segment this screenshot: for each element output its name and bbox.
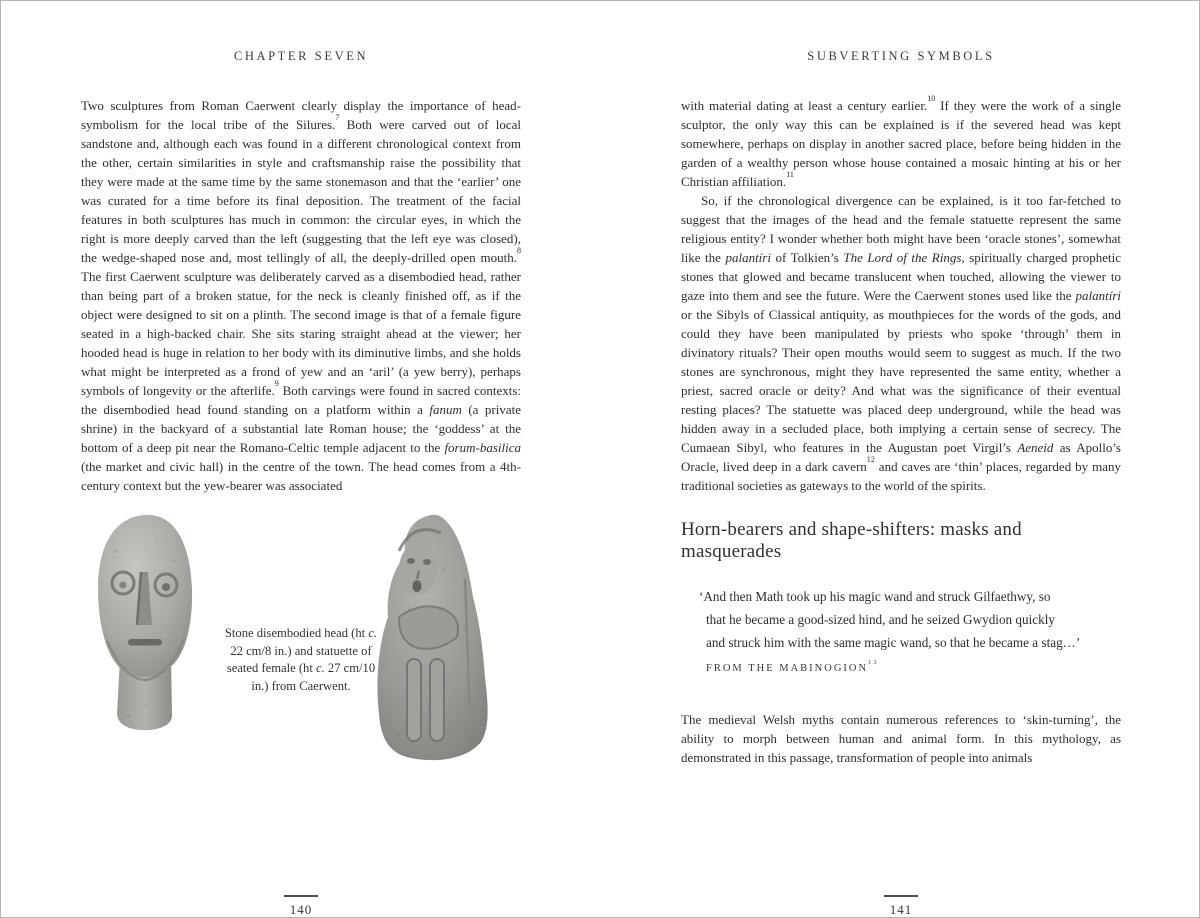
quote-line-2: that he became a good-sized hind, and he seized Gwydion quickly	[706, 612, 1055, 627]
left-body-paragraph: Two sculptures from Roman Caerwent clearly display the importance of head-symbolism for the local tribe of the Silures.$^7$ Both were carved out of local sandstone and, although each was found in a different chronological context from the other, certain similarities in style and craftsmanship raise the possibility that they were made at the same time by the same stonemason and that the ‘earlier’ one was curated for a time before its final deposition. The treatment of the facial features in both sculptures has much in common: the circular eyes, in which the right is more deeply carved than the left (suggesting that the left eye was closed), the wedge-shaped nose and, most tellingly of all, the deeply-drilled open mouth.$^8$ The first Caerwent sculpture was deliberately carved as a disembodied head, rather than being part of a broken statue, for the neck is cleanly finished off, as if the object were designed to sit on a plinth. The second image is that of a female figure seated in a high-backed chair. She sits staring straight ahead at the viewer; her hooded head is huge in relation to her body with its diminutive limbs, and she holds what might be interpreted as a frond of yew and an ‘aril’ (a yew berry), perhaps symbols of longevity or the afterlife.$^9$ Both carvings were found in sacred contexts: the disembodied head found standing on a platform within a fanum (a private shrine) in the backyard of a substantial late Roman house; the ‘goddess’ at the bottom of a deep pit near the Romano-Celtic temple adjacent to the forum-basilica (the market and civic hall) in the centre of the town. The head comes from a 4th-century context but the yew-bearer was associated	[81, 98, 522, 493]
folio-rule-right	[884, 895, 918, 897]
seated-statuette-image	[369, 509, 495, 767]
block-quote	[699, 585, 1121, 680]
stone-head-image	[86, 511, 204, 733]
page-number-right: 141	[889, 902, 913, 917]
running-head-left: CHAPTER SEVEN	[233, 49, 369, 63]
right-paragraph-2: So, if the chronological divergence can be explained, is it too far-fetched to suggest that the images of the head and the female statuette represent the same religious entity? I wonder whether both might have been ‘oracle stones’, somewhat like the palantíri of Tolkien’s The Lord of the Rings, spiritually charged prophetic stones that glowed and became translucent when touched, allowing the viewer to gaze into them and see the future. Were the Caerwent stones used like the palantíri or the Sibyls of Classical antiquity, as mouthpieces for the words of the gods, and could they have been manipulated by priests who spoke ‘through’ them in divinatory rituals? Their open mouths would seem to suggest as much. If the two stones are synchronous, might they have represented the same entity, whether a priest, sacred oracle or deity? And what was the significance of their eventual resting places? The statuette was placed deep underground, while the head was hidden away in a secluded place, both implying a certain sense of secrecy. The Cumaean Sibyl, who features in the Augustan poet Virgil’s Aeneid as Apollo’s Oracle, lived deep in a dark cavern$^{12}$ and caves are ‘thin’ places, regarded by many traditional societies as gateways to the world of the spirits.	[681, 193, 1122, 493]
folio-right	[681, 895, 1121, 918]
running-head-right: SUBVERTING SYMBOLS	[807, 49, 995, 63]
figure-group	[81, 509, 521, 771]
figure-caption: Stone disembodied head (ht c. 22 cm/8 in.) and statuette of seated female (ht c. 27 cm/10 in.) from Caerwent.	[224, 626, 378, 693]
page-number-left: 140	[289, 902, 313, 917]
quote-line-3: and struck him with the same magic wand, so that he became a stag…’	[706, 635, 1081, 650]
page-right	[601, 1, 1200, 918]
folio-rule-left	[284, 895, 318, 897]
right-paragraph-1: with material dating at least a century earlier.$^{10}$ If they were the work of a single sculptor, the only way this can be explained is if the severed head was kept somewhere, perhaps on display in another sacred place, before being hidden in the garden of a wealthy person whose house contained a mosaic hinting at his or her Christian affiliation.$^{11}$	[681, 94, 1121, 189]
folio-left	[81, 895, 521, 918]
quote-attribution: FROM THE MABINOGION$^{13}$	[706, 658, 879, 674]
page-left	[1, 1, 601, 918]
section-heading: Horn-bearers and shape-shifters: masks and masquerades	[681, 519, 1022, 562]
quote-line-1: ‘And then Math took up his magic wand and struck Gilfaethwy, so	[699, 589, 1051, 604]
right-body-text	[681, 96, 1121, 495]
right-paragraph-3: The medieval Welsh myths contain numerous references to ‘skin-turning’, the ability to morph between human and animal form. In this mythology, as demonstrated in this passage, transformation of people into animals	[681, 712, 1121, 765]
